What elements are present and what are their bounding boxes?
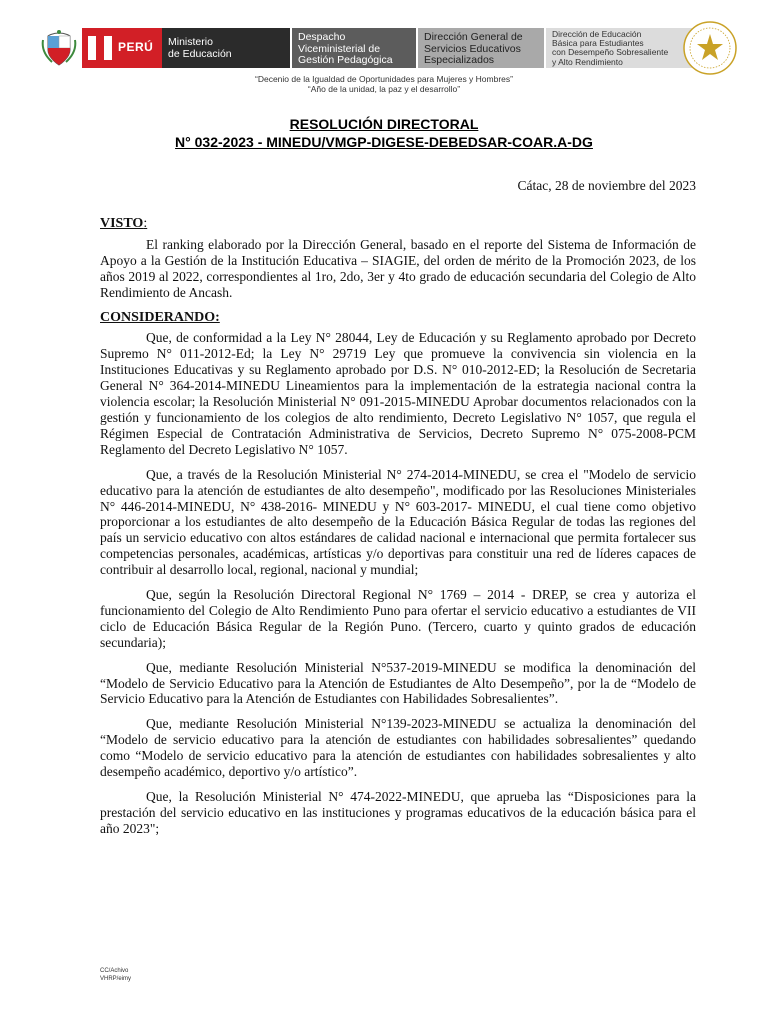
direccion-general-line: Dirección General de [424, 31, 523, 43]
direccion-line: Básica para Estudiantes [552, 38, 644, 49]
ministry-line: Ministerio [168, 36, 213, 48]
despacho-line: Despacho [298, 31, 346, 43]
slogan-line: “Año de la unidad, la paz y el desarrollo” [307, 84, 461, 94]
visto-paragraph: El ranking elaborado por la Dirección General, basado en el reporte del Sistema de Información de Apoyo a la Gestión de la Institución Educativa – SIAGIE, del orden de mérito de la Promoción 2023, de los años 2019 al 2022, correspondientes al 1ro, 2do, 3er y 4to grado de educación secundaria del Colegio de Alto Rendimiento de Ancash. [100, 236, 696, 300]
footer-line: VHRP/eimy [100, 976, 132, 982]
peru-flag-icon [88, 36, 112, 60]
direccion-label [546, 28, 696, 68]
peru-label: PERÚ [118, 40, 154, 54]
footer-line: CC/Achivo [100, 968, 129, 974]
direccion-line: Dirección de Educación [552, 29, 642, 39]
coat-of-arms-icon [40, 30, 78, 68]
peru-brand [82, 28, 162, 68]
ministry-label [162, 28, 290, 68]
visto-colon: : [143, 216, 148, 231]
despacho-label [292, 28, 416, 68]
direccion-general-label [418, 28, 544, 68]
despacho-line: Viceministerial de [298, 42, 381, 55]
considerando-paragraph: Que, a través de la Resolución Ministerial N° 274-2014-MINEDU, se crea el "Modelo de servicio educativo para la atención de estudiantes de alto desempeño", modificado por las Resoluciones Ministeriales N° 446-2014-MINEDU, N° 438-2016- MINEDU y N° 603-2017- MINEDU, el cual tiene como objetivo proporcionar a los estudiantes de alto desempeño de la Educación Básica Regular de todas las regiones del país un servicio educativo con altos estándares de calidad nacional e internacional que permita fortalecer sus competencias personales, académicas, artísticas y/o deportivas para constituir una red de líderes capaces de contribuir al desarrollo local, regional, nacional y mundial; [100, 466, 696, 578]
school-seal-icon [682, 20, 738, 76]
footer-references [100, 967, 131, 983]
direccion-line: y Alto Rendimiento [552, 56, 623, 67]
despacho-line: Gestión Pedagógica [298, 54, 393, 66]
visto-heading-text: VISTO [100, 216, 144, 231]
considerando-paragraph: Que, mediante Resolución Ministerial N°139-2023-MINEDU se actualiza la denominación del “Modelo de servicio educativo para la atención de estudiantes con habilidades sobresalientes” quedando como “Modelo de servicio educativo para la atención de estudiantes con habilidades sobresalientes y alto desempeño académico, deportivo y/o artístico”. [100, 716, 696, 780]
considerando-paragraph: Que, mediante Resolución Ministerial N°537-2019-MINEDU se modifica la denominación del “Modelo de Servicio Educativo para la Atención de Estudiantes de Alto Desempeño”, por la de “Modelo de Servicio Educativo para la Atención de Estudiantes con Habilidades Sobresalientes”. [100, 659, 696, 707]
considerando-paragraph: Que, según la Resolución Directoral Regional N° 1769 – 2014 - DREP, se crea y autoriza el funcionamiento del Colegio de Alto Rendimiento Puno para ofertar el servicio educativo a estudiantes de VII ciclo de Educación Básica Regular de la Región Puno. (Tercero, cuarto y quinto grados de educación secundaria); [100, 587, 696, 650]
slogans [0, 74, 768, 94]
visto-heading [100, 216, 696, 232]
resolution-title [0, 115, 768, 151]
letterhead [40, 26, 740, 72]
considerando-paragraph: Que, la Resolución Ministerial N° 474-2022-MINEDU, que aprueba las “Disposiciones para la prestación del servicio educativo en las instituciones y programas educativos de la educación básica para el año 2023"; [100, 789, 696, 836]
considerando-heading: CONSIDERANDO: [100, 309, 220, 325]
document-date: Cátac, 28 de noviembre del 2023 [517, 178, 696, 193]
direccion-general-line: Servicios Educativos [424, 42, 521, 55]
document-body [100, 216, 696, 846]
title-line: RESOLUCIÓN DIRECTORAL [289, 116, 479, 132]
direccion-general-line: Especializados [424, 54, 495, 66]
direccion-line: con Desempeño Sobresaliente [552, 47, 669, 58]
resolution-number: N° 032-2023 - MINEDU/VMGP-DIGESE-DEBEDSAR-COAR.A-DG [175, 134, 593, 150]
ministry-line: de Educación [168, 47, 232, 60]
considerando-paragraph: Que, de conformidad a la Ley N° 28044, Ley de Educación y su Reglamento aprobado por Decreto Supremo N° 011-2012-Ed; la Ley N° 29719 Ley que promueve la convivencia sin violencia en la Instituciones Educativas y su Reglamento aprobado por D.S. N° 010-2012-ED; la Resolución de Secretaria General N° 364-2014-MINEDU Lineamientos para la implementación de la estrategia nacional contra la violencia escolar; la Resolución Ministerial N° 091-2015-MINEDU Aprobar documentos relacionados con la gestión y funcionamiento de los colegios de alto rendimiento, Decreto Legislativo N° 1057, que regula el Régimen Especial de Contratación Administrativa de Servicios, Decreto Supremo N° 075-2008-PCM Reglamento del Decreto Legislativo N° 1057. [100, 330, 696, 457]
slogan-line: “Decenio de la Igualdad de Oportunidades para Mujeres y Hombres” [255, 74, 513, 84]
